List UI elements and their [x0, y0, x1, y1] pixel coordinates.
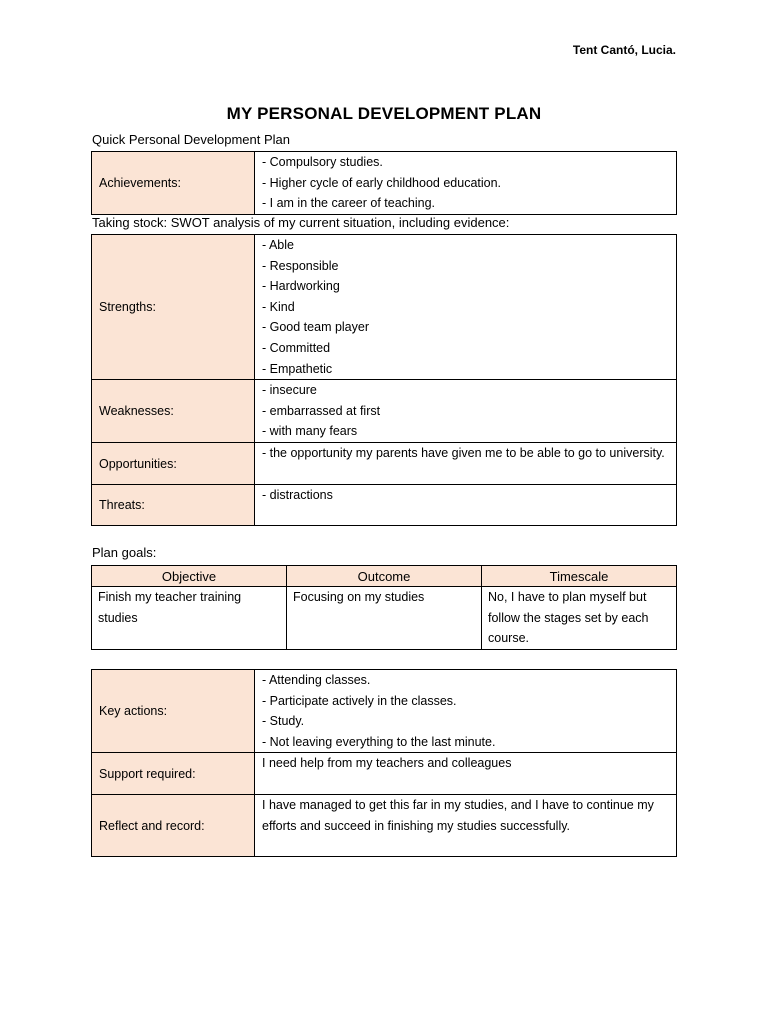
plan-goals-table	[91, 565, 677, 650]
threats-content	[255, 485, 677, 526]
strengths-content	[255, 235, 677, 380]
list-item: - Attending classes.	[262, 673, 371, 687]
opportunities-content	[255, 443, 677, 485]
actions-table	[91, 669, 677, 857]
outcome-header: Outcome	[287, 566, 482, 587]
achievements-label: Achievements:	[92, 152, 255, 215]
threats-row	[92, 485, 677, 526]
opportunities-row	[92, 443, 677, 485]
outcome-cell: Focusing on my studies	[287, 587, 482, 650]
weaknesses-content	[255, 380, 677, 443]
achievements-row	[92, 152, 677, 215]
list-item: - Participate actively in the classes.	[262, 693, 457, 708]
strengths-row	[92, 235, 677, 380]
timescale-cell: No, I have to plan myself but follow the stages set by each course.	[482, 587, 677, 650]
reflect-label: Reflect and record:	[92, 795, 255, 857]
opportunities-text: - the opportunity my parents have given me to be able to go to university.	[262, 446, 665, 461]
page-title: MY PERSONAL DEVELOPMENT PLAN	[226, 104, 542, 123]
objective-cell: Finish my teacher training studies	[92, 587, 287, 650]
swot-heading: Taking stock: SWOT analysis of my current situation, including evidence:	[92, 215, 510, 230]
list-item: - insecure	[262, 383, 317, 398]
support-text: I need help from my teachers and colleagues	[262, 756, 512, 771]
achievements-table	[91, 151, 677, 215]
list-item: - Compulsory studies.	[262, 155, 383, 169]
list-item: - with many fears	[262, 424, 358, 439]
list-item: - Able	[262, 238, 294, 252]
list-item: - Not leaving everything to the last minute.	[262, 734, 496, 749]
list-item: - Responsible	[262, 258, 339, 273]
quick-plan-heading: Quick Personal Development Plan	[92, 132, 290, 147]
list-item: - Good team player	[262, 320, 369, 335]
weaknesses-label: Weaknesses:	[92, 380, 255, 443]
table-header-row	[92, 566, 677, 587]
list-item: - Hardworking	[262, 279, 340, 294]
list-item: - Kind	[262, 299, 295, 314]
swot-table	[91, 234, 677, 526]
list-item: - Committed	[262, 340, 331, 355]
support-content	[255, 753, 677, 795]
list-item: - Study.	[262, 714, 305, 729]
support-label: Support required:	[92, 753, 255, 795]
reflect-row	[92, 795, 677, 857]
table-row	[92, 587, 677, 650]
list-item: - Higher cycle of early childhood education.	[262, 175, 502, 190]
reflect-text: I have managed to get this far in my studies, and I have to continue my efforts and succeed in finishing my studies successfully.	[262, 798, 654, 833]
list-item: - Empathetic	[262, 361, 333, 376]
threats-text: - distractions	[262, 488, 333, 503]
key-actions-label: Key actions:	[92, 670, 255, 753]
list-item: - I am in the career of teaching.	[262, 196, 436, 211]
author-name: Tent Cantó, Lucia.	[572, 43, 676, 57]
support-row	[92, 753, 677, 795]
threats-label: Threats:	[92, 485, 255, 526]
opportunities-label: Opportunities:	[92, 443, 255, 485]
achievements-content	[255, 152, 677, 215]
weaknesses-row	[92, 380, 677, 443]
plan-goals-heading: Plan goals:	[92, 545, 157, 560]
reflect-content	[255, 795, 677, 857]
objective-header: Objective	[92, 566, 287, 587]
key-actions-content	[255, 670, 677, 753]
strengths-label: Strengths:	[92, 235, 255, 380]
timescale-header: Timescale	[482, 566, 677, 587]
list-item: - embarrassed at first	[262, 403, 381, 418]
key-actions-row	[92, 670, 677, 753]
